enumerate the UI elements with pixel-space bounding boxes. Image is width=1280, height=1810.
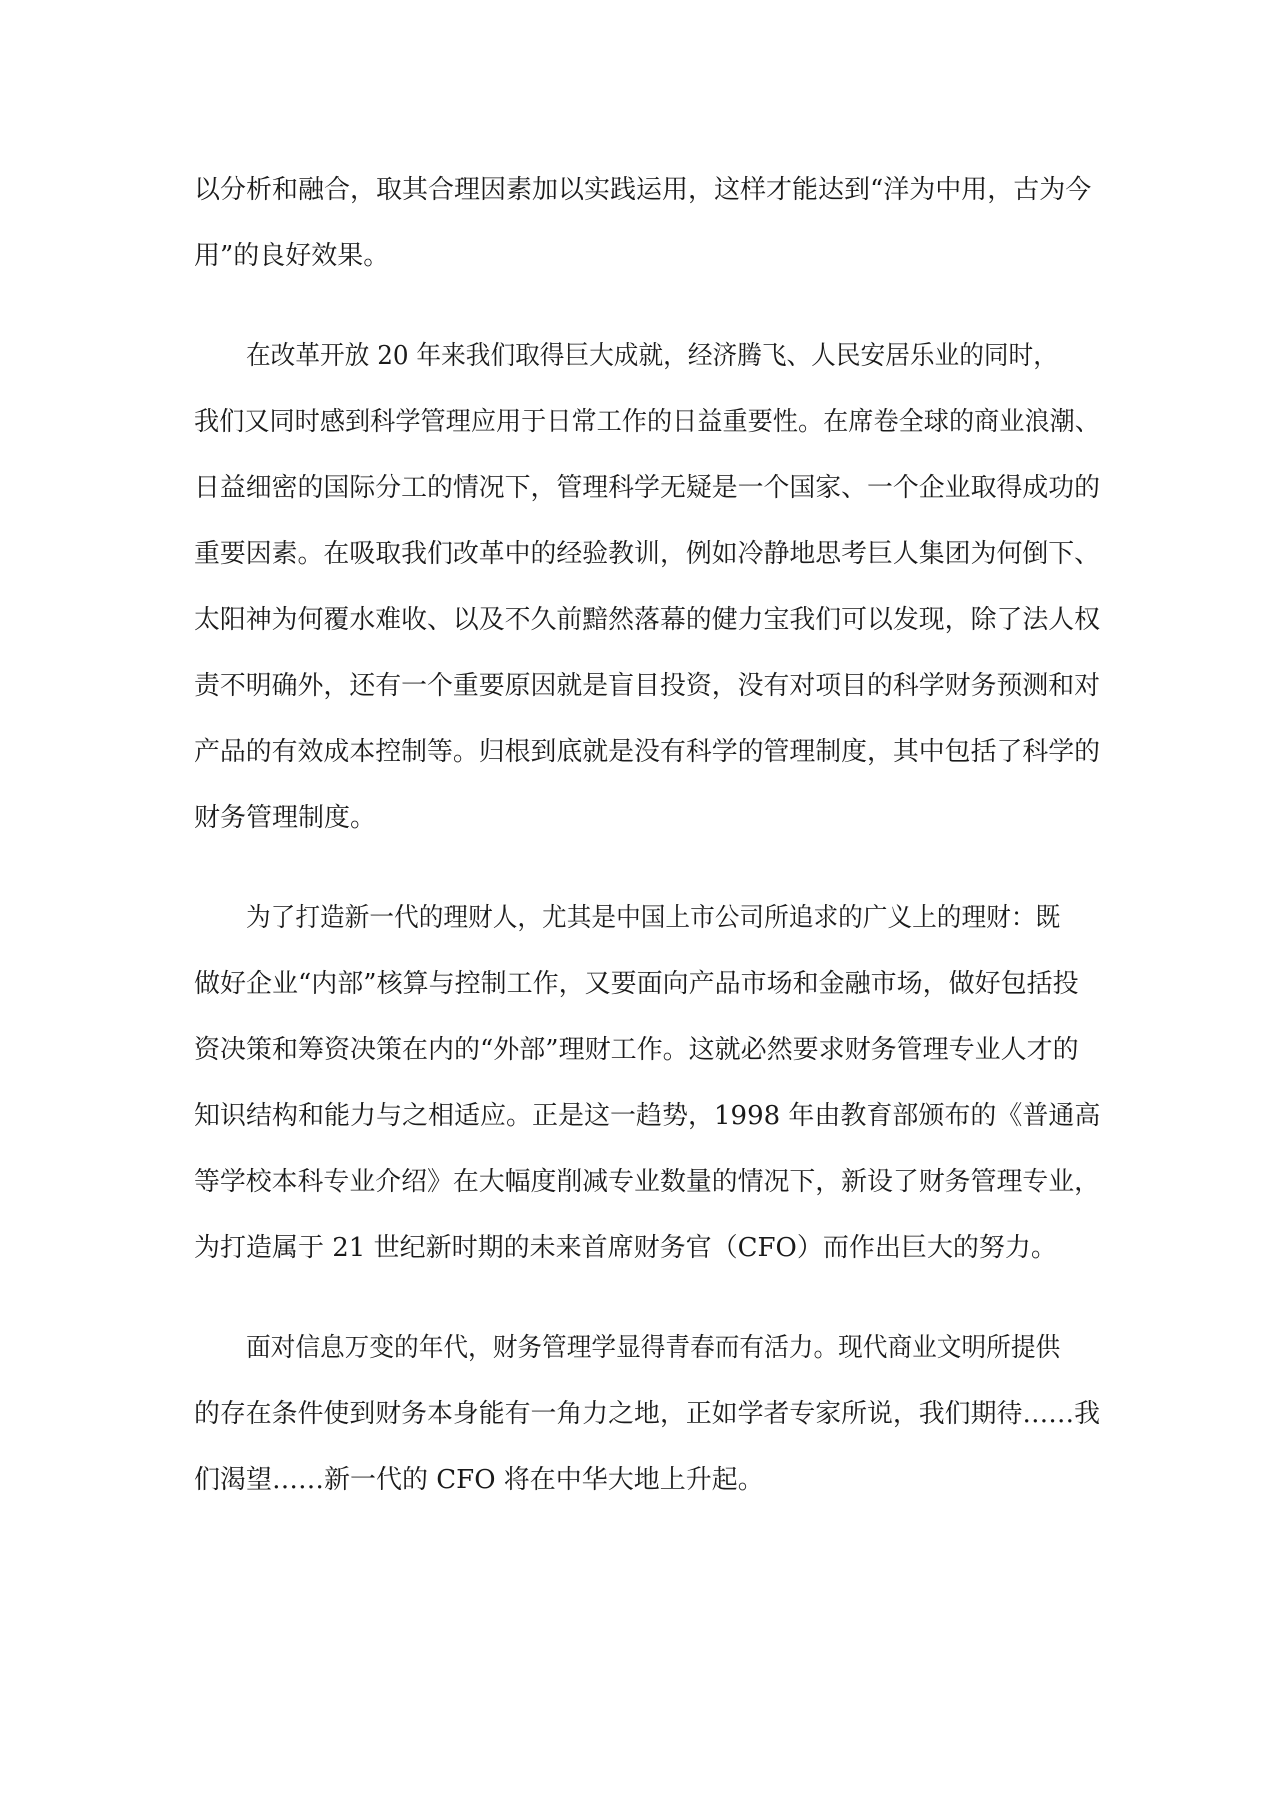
paragraph-2-line-1: 在改革开放 20 年来我们取得巨大成就，经济腾飞、人民安居乐业的同时， bbox=[246, 341, 1058, 371]
paragraph-3-line-6: 为打造属于 21 世纪新时期的未来首席财务官（CFO）而作出巨大的努力。 bbox=[194, 1233, 1057, 1263]
paragraph-2-line-2: 我们又同时感到科学管理应用于日常工作的日益重要性。在席卷全球的商业浪潮、 bbox=[194, 407, 1100, 437]
paragraph-3-line-2: 做好企业“内部”核算与控制工作，又要面向产品市场和金融市场，做好包括投 bbox=[194, 969, 1079, 999]
paragraph-2-line-8: 财务管理制度。 bbox=[194, 803, 377, 833]
paragraph-2-line-7: 产品的有效成本控制等。归根到底就是没有科学的管理制度，其中包括了科学的 bbox=[194, 737, 1101, 767]
paragraph-4-line-1: 面对信息万变的年代，财务管理学显得青春而有活力。现代商业文明所提供 bbox=[246, 1333, 1061, 1363]
paragraph-3-line-5: 等学校本科专业介绍》在大幅度削减专业数量的情况下，新设了财务管理专业， bbox=[194, 1167, 1101, 1197]
paragraph-3-line-3: 资决策和筹资决策在内的“外部”理财工作。这就必然要求财务管理专业人才的 bbox=[194, 1035, 1079, 1065]
paragraph-4-line-3: 们渴望……新一代的 CFO 将在中华大地上升起。 bbox=[194, 1465, 764, 1495]
paragraph-2-line-3: 日益细密的国际分工的情况下，管理科学无疑是一个国家、一个企业取得成功的 bbox=[194, 473, 1101, 503]
paragraph-1-line-2: 用”的良好效果。 bbox=[194, 241, 390, 271]
paragraph-1-line-1: 以分析和融合，取其合理因素加以实践运用，这样才能达到“洋为中用，古为今 bbox=[194, 175, 1092, 205]
paragraph-2-line-5: 太阳神为何覆水难收、以及不久前黯然落幕的健力宝我们可以发现，除了法人权 bbox=[194, 605, 1101, 635]
paragraph-2-line-6: 责不明确外，还有一个重要原因就是盲目投资，没有对项目的科学财务预测和对 bbox=[194, 671, 1101, 701]
paragraph-3-line-4: 知识结构和能力与之相适应。正是这一趋势，1998 年由教育部颁布的《普通高 bbox=[194, 1101, 1101, 1131]
paragraph-3-line-1: 为了打造新一代的理财人，尤其是中国上市公司所追求的广义上的理财：既 bbox=[246, 903, 1061, 933]
paragraph-2-line-4: 重要因素。在吸取我们改革中的经验教训，例如冷静地思考巨人集团为何倒下、 bbox=[194, 539, 1101, 569]
paragraph-4-line-2: 的存在条件使到财务本身能有一角力之地，正如学者专家所说，我们期待……我 bbox=[194, 1399, 1101, 1429]
